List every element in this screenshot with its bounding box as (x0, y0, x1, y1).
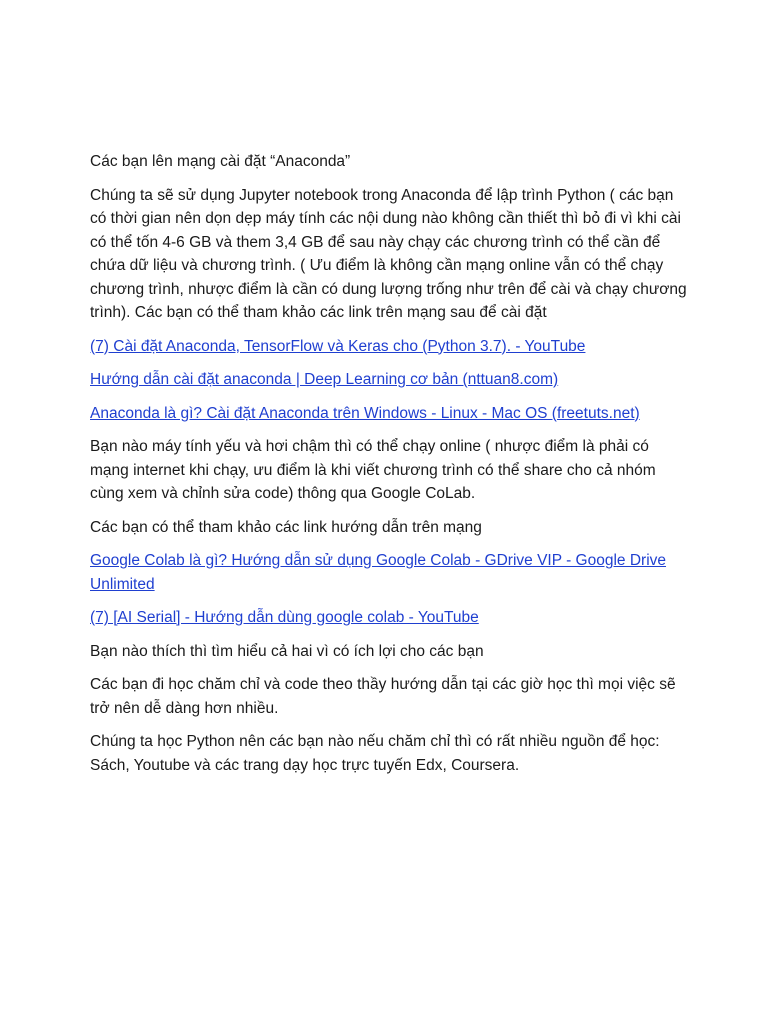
link-colab-ai-serial-youtube[interactable]: (7) [AI Serial] - Hướng dẫn dùng google colab - YouTube (90, 609, 479, 626)
link-line-anaconda-2 (90, 368, 690, 392)
paragraph-learn-both: Bạn nào thích thì tìm hiểu cả hai vì có ích lợi cho các bạn (90, 642, 484, 660)
document-page (90, 150, 690, 787)
paragraph-install-anaconda: Các bạn lên mạng cài đặt “Anaconda” (90, 153, 351, 170)
paragraph-study-hard: Các bạn đi học chăm chỉ và code theo thầy hướng dẫn tại các giờ học thì mọi việc sẽ trở nên dễ dàng hơn nhiều. (90, 676, 676, 717)
link-line-colab-2 (90, 606, 690, 630)
paragraph-jupyter-intro: Chúng ta sẽ sử dụng Jupyter notebook trong Anaconda để lập trình Python ( các bạn có thời gian nên dọn dẹp máy tính các nội dung nào không cần thiết thì bỏ đi vì khi cài có thể tốn 4-6 GB và them 3,4 GB để sau này chạy các chương trình có thể cần để chứa dữ liệu và chương trình. ( Ưu điểm là không cần mạng online vẫn có thể chạy chương trình, nhược điểm là cần có dung lượng trống như trên để cài và chạy chương trình). Các bạn có thể tham khảo các link trên mạng sau để cài đặt (90, 186, 687, 321)
link-anaconda-nttuan8[interactable]: Hướng dẫn cài đặt anaconda | Deep Learning cơ bản (nttuan8.com) (90, 371, 559, 388)
paragraph-colab-intro: Bạn nào máy tính yếu và hơi chậm thì có thể chạy online ( nhược điểm là phải có mạng internet khi chạy, ưu điểm là khi viết chương trình có thể share cho cả nhóm cùng xem và chỉnh sửa code) thông qua Google CoLab. (90, 438, 656, 502)
link-line-anaconda-3 (90, 402, 690, 426)
paragraph-colab-links-intro: Các bạn có thể tham khảo các link hướng dẫn trên mạng (90, 518, 482, 536)
link-anaconda-freetuts[interactable]: Anaconda là gì? Cài đặt Anaconda trên Windows - Linux - Mac OS (freetuts.net) (90, 404, 640, 422)
paragraph-learning-resources: Chúng ta học Python nên các bạn nào nếu chăm chỉ thì có rất nhiều nguồn để học: Sách, Youtube và các trang dạy học trực tuyến Edx, Coursera. (90, 733, 660, 774)
link-anaconda-tensorflow-youtube[interactable]: (7) Cài đặt Anaconda, TensorFlow và Keras cho (Python 3.7). - YouTube (90, 337, 586, 355)
link-line-anaconda-1 (90, 335, 690, 359)
link-line-colab-1 (90, 549, 690, 596)
link-colab-gdrive-vip[interactable]: Google Colab là gì? Hướng dẫn sử dụng Google Colab - GDrive VIP - Google Drive Unlimited (90, 552, 667, 593)
